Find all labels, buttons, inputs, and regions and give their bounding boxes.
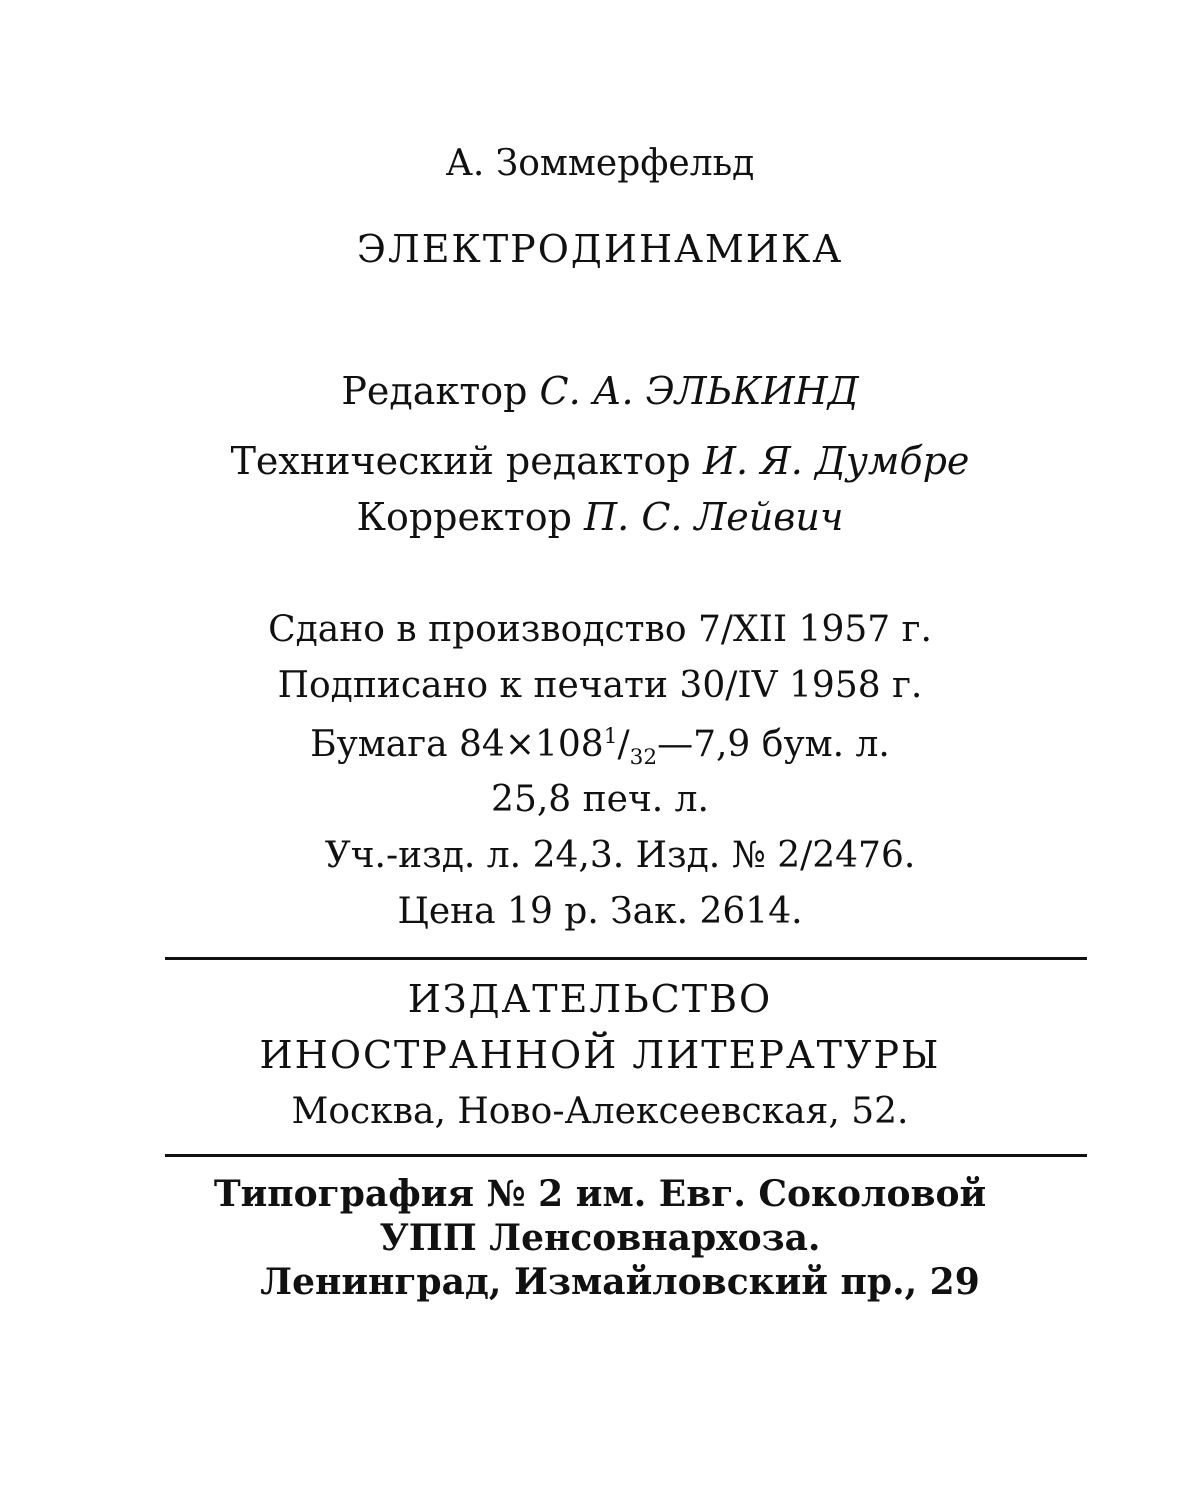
editor-line <box>0 369 1200 413</box>
publisher-name-line2: ИНОСТРАННОЙ ЛИТЕРАТУРЫ <box>259 1033 941 1077</box>
book-title: ЭЛЕКТРОДИНАМИКА <box>356 227 844 271</box>
publisher-name-line1: ИЗДАТЕЛЬСТВО <box>407 977 773 1021</box>
editor-label: Редактор <box>341 369 528 413</box>
proofreader-name: П. С. Лейвич <box>584 495 844 539</box>
paper-format-suffix: —7,9 бум. л. <box>657 724 890 765</box>
print-sheets: 25,8 печ. л. <box>491 779 709 820</box>
publisher-address: Москва, Ново-Алексеевская, 52. <box>291 1091 909 1132</box>
publisher-sheets: Уч.-изд. л. 24,3. Изд. № 2/2476. <box>324 835 916 876</box>
submitted-date: Сдано в производство 7/XII 1957 г. <box>268 609 932 650</box>
paper-format: Бумага $84\times 108^1/_{32}—7,9$ бум. л. <box>310 724 890 771</box>
editor-name: С. А. ЭЛЬКИНД <box>539 369 859 413</box>
proofreader-label: Корректор <box>356 495 572 539</box>
paper-fraction-numerator: 1 <box>603 724 618 749</box>
signed-date: Подписано к печати 30/IV 1958 г. <box>277 665 923 706</box>
printer-line3: Ленинград, Измайловский пр., 29 <box>260 1261 980 1303</box>
tech-editor-label: Технический редактор <box>230 439 691 483</box>
price-order: Цена 19 р. Зак. 2614. <box>397 891 803 932</box>
author-name: А. Зоммерфельд <box>445 143 755 184</box>
paper-fraction-denominator: 32 <box>629 745 658 771</box>
tech-editor-name: И. Я. Думбре <box>702 439 970 483</box>
printer-line1: Типография № 2 им. Евг. Соколовой <box>213 1173 987 1215</box>
printer-line2: УПП Ленсовнархоза. <box>379 1217 821 1259</box>
proofreader-line <box>0 495 1200 539</box>
divider-rule-top <box>165 957 1087 960</box>
divider-rule-bottom <box>165 1154 1087 1157</box>
paper-format-prefix: Бумага 84×108 <box>310 724 604 765</box>
tech-editor-line <box>0 439 1200 483</box>
